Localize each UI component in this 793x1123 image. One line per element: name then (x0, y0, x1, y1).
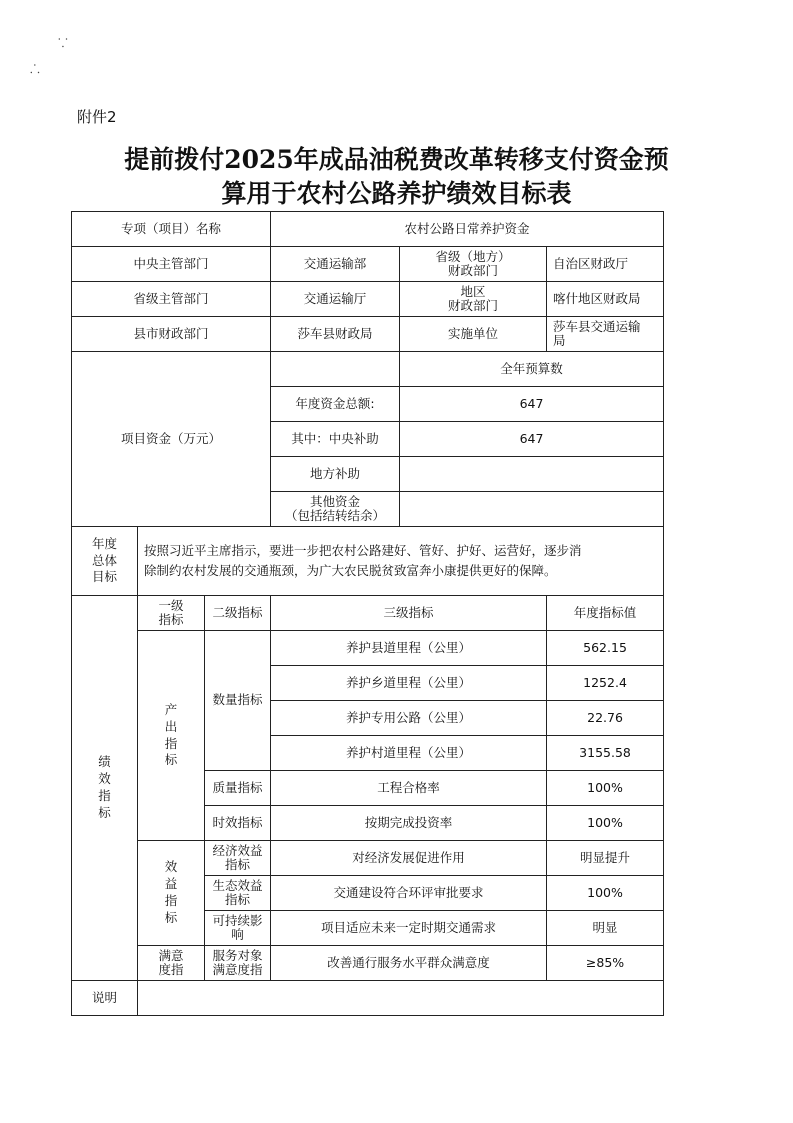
time-indicator-label: 时效指标 (205, 806, 271, 841)
prov-finance-value: 自治区财政厅 (547, 247, 664, 282)
indicator-name: 对经济发展促进作用 (271, 841, 547, 876)
budget-header: 全年预算数 (400, 352, 664, 387)
annual-goal-text: 按照习近平主席指示，要进一步把农村公路建好、管好、护好、运营好，逐步消 除制约农村发展的交通瓶颈，为广大农民脱贫致富奔小康提供更好的保障。 (138, 527, 664, 596)
indicator-name: 养护乡道里程（公里） (271, 666, 547, 701)
col-level1-header: 一级 指标 (138, 596, 205, 631)
project-name-value: 农村公路日常养护资金 (271, 212, 664, 247)
project-funds-label: 项目资金（万元） (72, 352, 271, 527)
indicator-value: 22.76 (547, 701, 664, 736)
funds-central-label: 其中：中央补助 (271, 422, 400, 457)
performance-label: 绩 效 指 标 (72, 596, 138, 981)
region-finance-label: 地区 财政部门 (400, 282, 547, 317)
scan-speck: ⸫ (30, 62, 40, 76)
indicator-name: 养护专用公路（公里） (271, 701, 547, 736)
ecological-indicator-label: 生态效益 指标 (205, 876, 271, 911)
indicator-name: 项目适应未来一定时期交通需求 (271, 911, 547, 946)
prov-dept-value: 交通运输厅 (271, 282, 400, 317)
funds-total-label: 年度资金总额: (271, 387, 400, 422)
benefit-indicator-label: 效 益 指 标 (138, 841, 205, 946)
sustainable-indicator-label: 可持续影 响 (205, 911, 271, 946)
indicator-value: 100% (547, 806, 664, 841)
indicator-value: 明显 (547, 911, 664, 946)
central-dept-label: 中央主管部门 (72, 247, 271, 282)
col-level3-header: 三级指标 (271, 596, 547, 631)
indicator-value: 明显提升 (547, 841, 664, 876)
economic-indicator-label: 经济效益 指标 (205, 841, 271, 876)
funds-central-value: 647 (400, 422, 664, 457)
funds-total-value: 647 (400, 387, 664, 422)
impl-unit-label: 实施单位 (400, 317, 547, 352)
project-name-label: 专项（项目）名称 (72, 212, 271, 247)
funds-other-value (400, 492, 664, 527)
quantity-indicator-label: 数量指标 (205, 631, 271, 771)
annual-goal-label: 年度 总体 目标 (72, 527, 138, 596)
indicator-name: 养护村道里程（公里） (271, 736, 547, 771)
funds-other-label: 其他资金 （包括结转结余） (271, 492, 400, 527)
impl-unit-value: 莎车县交通运输 局 (547, 317, 664, 352)
county-finance-label: 县市财政部门 (72, 317, 271, 352)
county-finance-value: 莎车县财政局 (271, 317, 400, 352)
note-label: 说明 (72, 981, 138, 1016)
indicator-name: 改善通行服务水平群众满意度 (271, 946, 547, 981)
indicator-value: 562.15 (547, 631, 664, 666)
col-level2-header: 二级指标 (205, 596, 271, 631)
indicator-value: 1252.4 (547, 666, 664, 701)
funds-blank-cell (271, 352, 400, 387)
indicator-name: 按期完成投资率 (271, 806, 547, 841)
indicator-name: 交通建设符合环评审批要求 (271, 876, 547, 911)
region-finance-value: 喀什地区财政局 (547, 282, 664, 317)
satisfaction-indicator-label: 满意 度指 (138, 946, 205, 981)
funds-local-label: 地方补助 (271, 457, 400, 492)
indicator-value: 100% (547, 771, 664, 806)
indicator-name: 养护县道里程（公里） (271, 631, 547, 666)
central-dept-value: 交通运输部 (271, 247, 400, 282)
output-indicator-label: 产 出 指 标 (138, 631, 205, 841)
quality-indicator-label: 质量指标 (205, 771, 271, 806)
service-satisfaction-label: 服务对象 满意度指 (205, 946, 271, 981)
prov-dept-label: 省级主管部门 (72, 282, 271, 317)
performance-target-table (71, 211, 664, 1016)
prov-finance-label: 省级（地方） 财政部门 (400, 247, 547, 282)
indicator-value: 100% (547, 876, 664, 911)
note-value (138, 981, 664, 1016)
col-value-header: 年度指标值 (547, 596, 664, 631)
indicator-value: 3155.58 (547, 736, 664, 771)
funds-local-value (400, 457, 664, 492)
indicator-name: 工程合格率 (271, 771, 547, 806)
indicator-value: ≥85% (547, 946, 664, 981)
attachment-label: 附件2 (77, 108, 117, 126)
document-title-line2: 算用于农村公路养护绩效目标表 (221, 179, 572, 208)
scan-speck: ⸪ (58, 36, 68, 50)
document-title-line1: 提前拨付2025年成品油税费改革转移支付资金预 (124, 145, 669, 174)
